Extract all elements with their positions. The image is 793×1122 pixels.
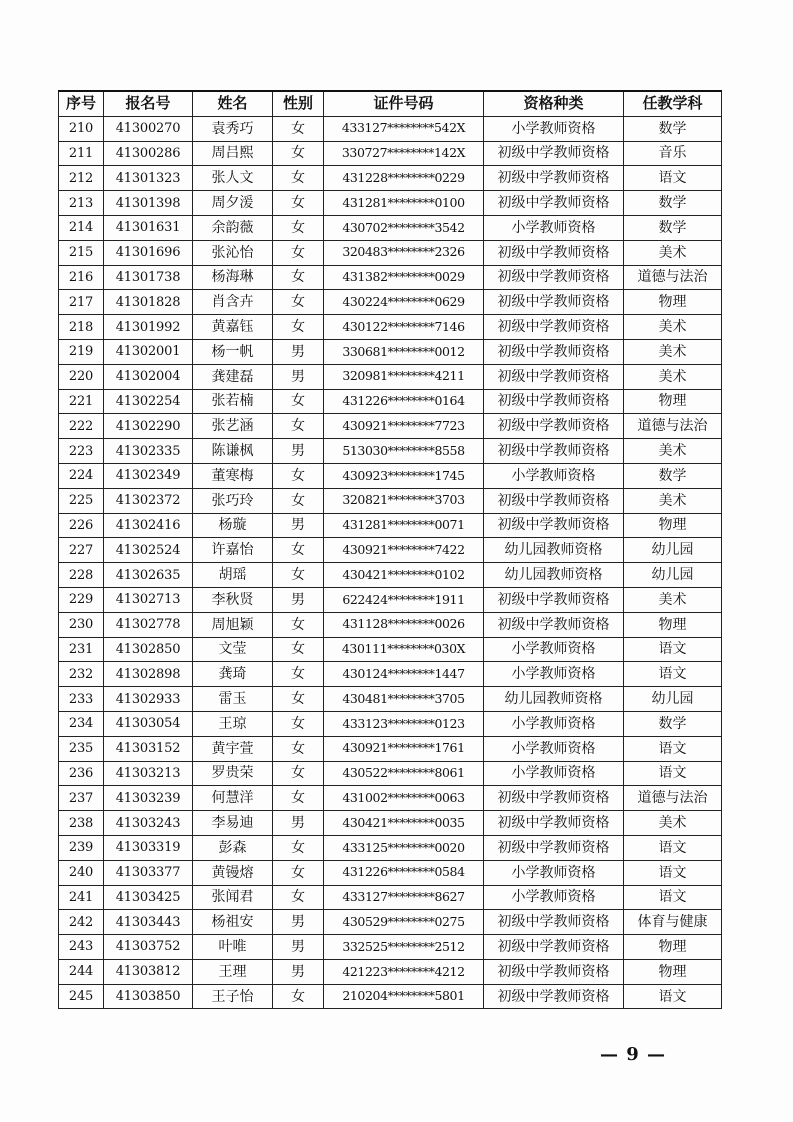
cell-subject: 语文 bbox=[624, 860, 722, 885]
table-row bbox=[59, 959, 722, 984]
cell-subject: 数学 bbox=[624, 116, 722, 141]
cell-reg-number: 41300286 bbox=[104, 141, 193, 166]
cell-name: 张若楠 bbox=[193, 389, 273, 414]
cell-name: 彭森 bbox=[193, 835, 273, 860]
cell-gender: 女 bbox=[273, 711, 324, 736]
cell-reg-number: 41303850 bbox=[104, 984, 193, 1009]
table-header-row bbox=[59, 91, 722, 116]
cell-reg-number: 41303054 bbox=[104, 711, 193, 736]
cell-seq: 215 bbox=[59, 240, 104, 265]
cell-name: 周旭颖 bbox=[193, 612, 273, 637]
cell-seq: 212 bbox=[59, 166, 104, 191]
cell-name: 杨祖安 bbox=[193, 910, 273, 935]
cell-subject: 美术 bbox=[624, 339, 722, 364]
cell-reg-number: 41301992 bbox=[104, 315, 193, 340]
cell-reg-number: 41301398 bbox=[104, 191, 193, 216]
cell-reg-number: 41303319 bbox=[104, 835, 193, 860]
cell-reg-number: 41303812 bbox=[104, 959, 193, 984]
table-row bbox=[59, 513, 722, 538]
cell-qualification: 初级中学教师资格 bbox=[484, 240, 624, 265]
cell-id-number: 433123********0123 bbox=[324, 711, 484, 736]
cell-qualification: 小学教师资格 bbox=[484, 215, 624, 240]
cell-qualification: 初级中学教师资格 bbox=[484, 439, 624, 464]
cell-subject: 美术 bbox=[624, 587, 722, 612]
cell-seq: 218 bbox=[59, 315, 104, 340]
cell-seq: 241 bbox=[59, 885, 104, 910]
cell-seq: 233 bbox=[59, 687, 104, 712]
cell-subject: 语文 bbox=[624, 885, 722, 910]
table-row bbox=[59, 711, 722, 736]
cell-reg-number: 41303243 bbox=[104, 811, 193, 836]
cell-gender: 女 bbox=[273, 662, 324, 687]
cell-id-number: 430122********7146 bbox=[324, 315, 484, 340]
cell-reg-number: 41302254 bbox=[104, 389, 193, 414]
cell-gender: 女 bbox=[273, 860, 324, 885]
cell-seq: 217 bbox=[59, 290, 104, 315]
cell-id-number: 430421********0035 bbox=[324, 811, 484, 836]
cell-reg-number: 41303377 bbox=[104, 860, 193, 885]
cell-reg-number: 41302001 bbox=[104, 339, 193, 364]
table-row bbox=[59, 191, 722, 216]
table-row bbox=[59, 389, 722, 414]
cell-subject: 语文 bbox=[624, 736, 722, 761]
table-row bbox=[59, 414, 722, 439]
cell-gender: 女 bbox=[273, 414, 324, 439]
cell-subject: 道德与法治 bbox=[624, 414, 722, 439]
cell-subject: 语文 bbox=[624, 835, 722, 860]
cell-qualification: 小学教师资格 bbox=[484, 761, 624, 786]
cell-id-number: 430923********1745 bbox=[324, 463, 484, 488]
cell-id-number: 320483********2326 bbox=[324, 240, 484, 265]
cell-seq: 242 bbox=[59, 910, 104, 935]
table-row bbox=[59, 612, 722, 637]
cell-reg-number: 41301828 bbox=[104, 290, 193, 315]
cell-qualification: 初级中学教师资格 bbox=[484, 959, 624, 984]
cell-reg-number: 41301738 bbox=[104, 265, 193, 290]
cell-gender: 女 bbox=[273, 761, 324, 786]
cell-reg-number: 41302524 bbox=[104, 538, 193, 563]
cell-id-number: 332525********2512 bbox=[324, 935, 484, 960]
cell-seq: 226 bbox=[59, 513, 104, 538]
cell-qualification: 初级中学教师资格 bbox=[484, 364, 624, 389]
table-row bbox=[59, 538, 722, 563]
cell-seq: 231 bbox=[59, 637, 104, 662]
cell-reg-number: 41302933 bbox=[104, 687, 193, 712]
cell-seq: 216 bbox=[59, 265, 104, 290]
table-row bbox=[59, 910, 722, 935]
cell-seq: 222 bbox=[59, 414, 104, 439]
cell-name: 黄镘熔 bbox=[193, 860, 273, 885]
cell-gender: 男 bbox=[273, 959, 324, 984]
cell-qualification: 幼儿园教师资格 bbox=[484, 563, 624, 588]
cell-gender: 女 bbox=[273, 240, 324, 265]
cell-subject: 物理 bbox=[624, 612, 722, 637]
cell-name: 杨璇 bbox=[193, 513, 273, 538]
cell-name: 张闻君 bbox=[193, 885, 273, 910]
cell-gender: 男 bbox=[273, 339, 324, 364]
cell-qualification: 初级中学教师资格 bbox=[484, 166, 624, 191]
cell-id-number: 431002********0063 bbox=[324, 786, 484, 811]
table-body bbox=[59, 116, 722, 1009]
cell-name: 罗贵荣 bbox=[193, 761, 273, 786]
cell-id-number: 330727********142X bbox=[324, 141, 484, 166]
cell-id-number: 430921********7422 bbox=[324, 538, 484, 563]
table-row bbox=[59, 141, 722, 166]
cell-qualification: 小学教师资格 bbox=[484, 736, 624, 761]
cell-name: 黄嘉钰 bbox=[193, 315, 273, 340]
cell-subject: 物理 bbox=[624, 935, 722, 960]
header-gender: 性别 bbox=[273, 91, 324, 116]
cell-gender: 女 bbox=[273, 786, 324, 811]
cell-qualification: 初级中学教师资格 bbox=[484, 339, 624, 364]
cell-subject: 道德与法治 bbox=[624, 265, 722, 290]
cell-reg-number: 41301631 bbox=[104, 215, 193, 240]
table-row bbox=[59, 935, 722, 960]
table-row bbox=[59, 364, 722, 389]
roster-table bbox=[58, 90, 722, 1009]
cell-name: 黄宇萱 bbox=[193, 736, 273, 761]
cell-subject: 幼儿园 bbox=[624, 538, 722, 563]
cell-gender: 女 bbox=[273, 141, 324, 166]
table-row bbox=[59, 860, 722, 885]
cell-subject: 物理 bbox=[624, 389, 722, 414]
cell-qualification: 初级中学教师资格 bbox=[484, 414, 624, 439]
cell-subject: 音乐 bbox=[624, 141, 722, 166]
cell-gender: 女 bbox=[273, 191, 324, 216]
table-row bbox=[59, 488, 722, 513]
cell-qualification: 幼儿园教师资格 bbox=[484, 687, 624, 712]
cell-subject: 美术 bbox=[624, 240, 722, 265]
cell-seq: 230 bbox=[59, 612, 104, 637]
cell-seq: 214 bbox=[59, 215, 104, 240]
cell-gender: 男 bbox=[273, 910, 324, 935]
cell-qualification: 初级中学教师资格 bbox=[484, 786, 624, 811]
cell-seq: 244 bbox=[59, 959, 104, 984]
table-row bbox=[59, 166, 722, 191]
cell-name: 周夕湲 bbox=[193, 191, 273, 216]
cell-name: 董寒梅 bbox=[193, 463, 273, 488]
cell-reg-number: 41302335 bbox=[104, 439, 193, 464]
cell-reg-number: 41303443 bbox=[104, 910, 193, 935]
cell-id-number: 430224********0629 bbox=[324, 290, 484, 315]
table-row bbox=[59, 563, 722, 588]
table-row bbox=[59, 290, 722, 315]
cell-seq: 243 bbox=[59, 935, 104, 960]
cell-subject: 物理 bbox=[624, 513, 722, 538]
cell-qualification: 初级中学教师资格 bbox=[484, 835, 624, 860]
cell-qualification: 初级中学教师资格 bbox=[484, 141, 624, 166]
table-row bbox=[59, 463, 722, 488]
cell-qualification: 初级中学教师资格 bbox=[484, 315, 624, 340]
cell-subject: 物理 bbox=[624, 290, 722, 315]
table-row bbox=[59, 786, 722, 811]
cell-qualification: 初级中学教师资格 bbox=[484, 265, 624, 290]
cell-seq: 239 bbox=[59, 835, 104, 860]
cell-qualification: 初级中学教师资格 bbox=[484, 984, 624, 1009]
table-row bbox=[59, 116, 722, 141]
cell-name: 张巧玲 bbox=[193, 488, 273, 513]
cell-seq: 237 bbox=[59, 786, 104, 811]
cell-subject: 语文 bbox=[624, 761, 722, 786]
cell-id-number: 622424********1911 bbox=[324, 587, 484, 612]
cell-reg-number: 41303152 bbox=[104, 736, 193, 761]
cell-seq: 224 bbox=[59, 463, 104, 488]
cell-qualification: 初级中学教师资格 bbox=[484, 389, 624, 414]
cell-subject: 美术 bbox=[624, 439, 722, 464]
cell-name: 胡瑶 bbox=[193, 563, 273, 588]
cell-reg-number: 41301323 bbox=[104, 166, 193, 191]
cell-name: 杨海琳 bbox=[193, 265, 273, 290]
cell-qualification: 初级中学教师资格 bbox=[484, 935, 624, 960]
cell-name: 李易迪 bbox=[193, 811, 273, 836]
cell-subject: 语文 bbox=[624, 166, 722, 191]
cell-seq: 240 bbox=[59, 860, 104, 885]
cell-name: 文莹 bbox=[193, 637, 273, 662]
cell-id-number: 431382********0029 bbox=[324, 265, 484, 290]
cell-name: 龚琦 bbox=[193, 662, 273, 687]
cell-id-number: 430111********030X bbox=[324, 637, 484, 662]
cell-name: 王理 bbox=[193, 959, 273, 984]
cell-seq: 238 bbox=[59, 811, 104, 836]
cell-name: 肖含卉 bbox=[193, 290, 273, 315]
cell-reg-number: 41303239 bbox=[104, 786, 193, 811]
cell-gender: 女 bbox=[273, 538, 324, 563]
cell-subject: 道德与法治 bbox=[624, 786, 722, 811]
table-row bbox=[59, 885, 722, 910]
cell-seq: 210 bbox=[59, 116, 104, 141]
cell-subject: 幼儿园 bbox=[624, 563, 722, 588]
table-row bbox=[59, 439, 722, 464]
cell-gender: 女 bbox=[273, 166, 324, 191]
table-row bbox=[59, 215, 722, 240]
cell-seq: 229 bbox=[59, 587, 104, 612]
cell-reg-number: 41300270 bbox=[104, 116, 193, 141]
cell-reg-number: 41303425 bbox=[104, 885, 193, 910]
cell-seq: 245 bbox=[59, 984, 104, 1009]
cell-seq: 223 bbox=[59, 439, 104, 464]
cell-name: 张人文 bbox=[193, 166, 273, 191]
cell-gender: 女 bbox=[273, 885, 324, 910]
cell-seq: 235 bbox=[59, 736, 104, 761]
table-row bbox=[59, 587, 722, 612]
cell-subject: 美术 bbox=[624, 364, 722, 389]
cell-reg-number: 41302898 bbox=[104, 662, 193, 687]
cell-gender: 女 bbox=[273, 563, 324, 588]
header-qualification: 资格种类 bbox=[484, 91, 624, 116]
cell-name: 王子怡 bbox=[193, 984, 273, 1009]
cell-subject: 幼儿园 bbox=[624, 687, 722, 712]
cell-seq: 213 bbox=[59, 191, 104, 216]
cell-gender: 女 bbox=[273, 215, 324, 240]
table-row bbox=[59, 811, 722, 836]
table-row bbox=[59, 339, 722, 364]
cell-gender: 女 bbox=[273, 612, 324, 637]
table-row bbox=[59, 835, 722, 860]
cell-reg-number: 41302004 bbox=[104, 364, 193, 389]
cell-name: 龚建磊 bbox=[193, 364, 273, 389]
header-seq: 序号 bbox=[59, 91, 104, 116]
cell-name: 袁秀巧 bbox=[193, 116, 273, 141]
cell-id-number: 430421********0102 bbox=[324, 563, 484, 588]
cell-qualification: 初级中学教师资格 bbox=[484, 612, 624, 637]
cell-reg-number: 41302713 bbox=[104, 587, 193, 612]
cell-gender: 女 bbox=[273, 315, 324, 340]
cell-seq: 225 bbox=[59, 488, 104, 513]
cell-name: 王琼 bbox=[193, 711, 273, 736]
cell-subject: 语文 bbox=[624, 984, 722, 1009]
cell-id-number: 431128********0026 bbox=[324, 612, 484, 637]
cell-qualification: 幼儿园教师资格 bbox=[484, 538, 624, 563]
cell-reg-number: 41303752 bbox=[104, 935, 193, 960]
cell-gender: 男 bbox=[273, 439, 324, 464]
cell-reg-number: 41302635 bbox=[104, 563, 193, 588]
cell-subject: 数学 bbox=[624, 711, 722, 736]
cell-subject: 数学 bbox=[624, 463, 722, 488]
header-reg-number: 报名号 bbox=[104, 91, 193, 116]
cell-reg-number: 41302349 bbox=[104, 463, 193, 488]
cell-gender: 女 bbox=[273, 389, 324, 414]
cell-seq: 219 bbox=[59, 339, 104, 364]
cell-id-number: 430522********8061 bbox=[324, 761, 484, 786]
cell-subject: 美术 bbox=[624, 488, 722, 513]
cell-id-number: 431226********0164 bbox=[324, 389, 484, 414]
header-subject: 任教学科 bbox=[624, 91, 722, 116]
cell-seq: 234 bbox=[59, 711, 104, 736]
cell-seq: 232 bbox=[59, 662, 104, 687]
cell-name: 许嘉怡 bbox=[193, 538, 273, 563]
cell-id-number: 431281********0100 bbox=[324, 191, 484, 216]
cell-reg-number: 41302290 bbox=[104, 414, 193, 439]
cell-gender: 女 bbox=[273, 488, 324, 513]
cell-qualification: 初级中学教师资格 bbox=[484, 290, 624, 315]
cell-id-number: 430702********3542 bbox=[324, 215, 484, 240]
cell-gender: 男 bbox=[273, 364, 324, 389]
cell-id-number: 431228********0229 bbox=[324, 166, 484, 191]
page-number: — 9 — bbox=[600, 1044, 667, 1065]
table-row bbox=[59, 662, 722, 687]
cell-qualification: 小学教师资格 bbox=[484, 711, 624, 736]
cell-id-number: 430529********0275 bbox=[324, 910, 484, 935]
cell-id-number: 430921********7723 bbox=[324, 414, 484, 439]
cell-name: 周吕熙 bbox=[193, 141, 273, 166]
cell-name: 余韵薇 bbox=[193, 215, 273, 240]
cell-id-number: 430481********3705 bbox=[324, 687, 484, 712]
cell-id-number: 320821********3703 bbox=[324, 488, 484, 513]
cell-gender: 女 bbox=[273, 290, 324, 315]
table-row bbox=[59, 637, 722, 662]
cell-qualification: 初级中学教师资格 bbox=[484, 513, 624, 538]
cell-id-number: 431281********0071 bbox=[324, 513, 484, 538]
cell-seq: 220 bbox=[59, 364, 104, 389]
cell-qualification: 初级中学教师资格 bbox=[484, 587, 624, 612]
cell-qualification: 小学教师资格 bbox=[484, 116, 624, 141]
cell-name: 李秋贤 bbox=[193, 587, 273, 612]
header-name: 姓名 bbox=[193, 91, 273, 116]
cell-gender: 男 bbox=[273, 811, 324, 836]
cell-reg-number: 41303213 bbox=[104, 761, 193, 786]
table-row bbox=[59, 265, 722, 290]
cell-gender: 男 bbox=[273, 587, 324, 612]
cell-id-number: 433125********0020 bbox=[324, 835, 484, 860]
cell-id-number: 430921********1761 bbox=[324, 736, 484, 761]
cell-id-number: 431226********0584 bbox=[324, 860, 484, 885]
cell-subject: 物理 bbox=[624, 959, 722, 984]
cell-subject: 美术 bbox=[624, 811, 722, 836]
cell-name: 张艺涵 bbox=[193, 414, 273, 439]
cell-gender: 男 bbox=[273, 513, 324, 538]
cell-seq: 228 bbox=[59, 563, 104, 588]
cell-qualification: 小学教师资格 bbox=[484, 463, 624, 488]
table-row bbox=[59, 984, 722, 1009]
cell-reg-number: 41302778 bbox=[104, 612, 193, 637]
cell-qualification: 初级中学教师资格 bbox=[484, 811, 624, 836]
cell-qualification: 小学教师资格 bbox=[484, 662, 624, 687]
cell-id-number: 513030********8558 bbox=[324, 439, 484, 464]
cell-id-number: 433127********542X bbox=[324, 116, 484, 141]
cell-id-number: 330681********0012 bbox=[324, 339, 484, 364]
cell-subject: 数学 bbox=[624, 215, 722, 240]
header-id-number: 证件号码 bbox=[324, 91, 484, 116]
cell-subject: 美术 bbox=[624, 315, 722, 340]
cell-name: 何慧洋 bbox=[193, 786, 273, 811]
cell-qualification: 小学教师资格 bbox=[484, 860, 624, 885]
cell-gender: 女 bbox=[273, 736, 324, 761]
table-row bbox=[59, 736, 722, 761]
cell-qualification: 小学教师资格 bbox=[484, 885, 624, 910]
cell-subject: 语文 bbox=[624, 662, 722, 687]
cell-id-number: 433127********8627 bbox=[324, 885, 484, 910]
cell-seq: 227 bbox=[59, 538, 104, 563]
table-row bbox=[59, 315, 722, 340]
cell-reg-number: 41302416 bbox=[104, 513, 193, 538]
cell-qualification: 初级中学教师资格 bbox=[484, 910, 624, 935]
cell-gender: 女 bbox=[273, 637, 324, 662]
cell-name: 叶唯 bbox=[193, 935, 273, 960]
cell-id-number: 421223********4212 bbox=[324, 959, 484, 984]
cell-name: 陈谦枫 bbox=[193, 439, 273, 464]
cell-name: 雷玉 bbox=[193, 687, 273, 712]
cell-name: 张沁怡 bbox=[193, 240, 273, 265]
cell-id-number: 430124********1447 bbox=[324, 662, 484, 687]
cell-reg-number: 41302850 bbox=[104, 637, 193, 662]
table-row bbox=[59, 240, 722, 265]
cell-seq: 221 bbox=[59, 389, 104, 414]
cell-seq: 236 bbox=[59, 761, 104, 786]
cell-reg-number: 41301696 bbox=[104, 240, 193, 265]
cell-name: 杨一帆 bbox=[193, 339, 273, 364]
cell-subject: 体育与健康 bbox=[624, 910, 722, 935]
cell-qualification: 初级中学教师资格 bbox=[484, 488, 624, 513]
cell-id-number: 320981********4211 bbox=[324, 364, 484, 389]
cell-gender: 女 bbox=[273, 687, 324, 712]
table-row bbox=[59, 761, 722, 786]
cell-seq: 211 bbox=[59, 141, 104, 166]
table-row bbox=[59, 687, 722, 712]
cell-subject: 数学 bbox=[624, 191, 722, 216]
cell-qualification: 小学教师资格 bbox=[484, 637, 624, 662]
cell-id-number: 210204********5801 bbox=[324, 984, 484, 1009]
cell-reg-number: 41302372 bbox=[104, 488, 193, 513]
cell-gender: 男 bbox=[273, 935, 324, 960]
cell-gender: 女 bbox=[273, 265, 324, 290]
cell-qualification: 初级中学教师资格 bbox=[484, 191, 624, 216]
cell-subject: 语文 bbox=[624, 637, 722, 662]
cell-gender: 女 bbox=[273, 116, 324, 141]
cell-gender: 女 bbox=[273, 463, 324, 488]
cell-gender: 女 bbox=[273, 835, 324, 860]
cell-gender: 女 bbox=[273, 984, 324, 1009]
